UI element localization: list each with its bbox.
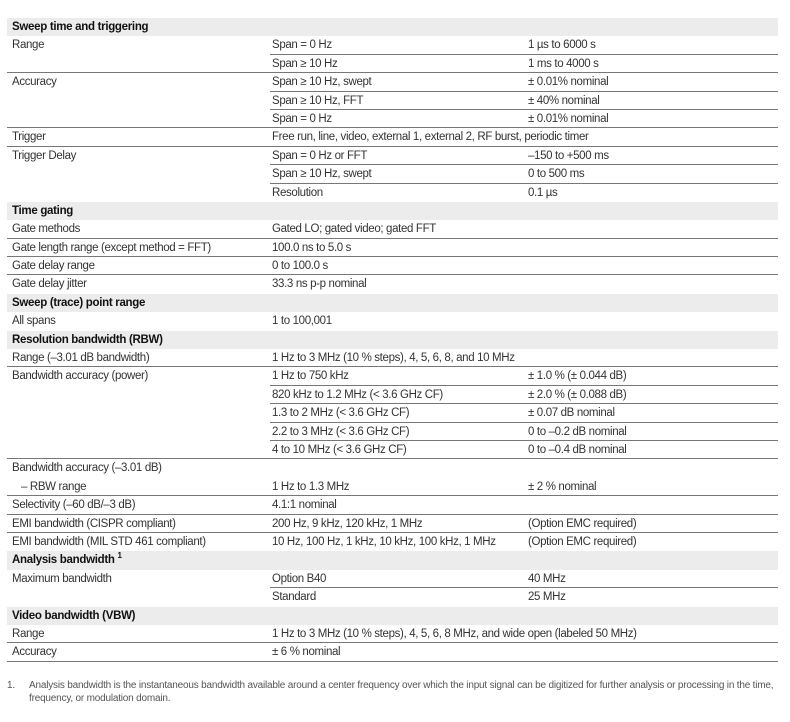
value-cell [528,478,596,496]
cell-text: 0 to –0.4 dB nominal [528,443,627,456]
parameter-cell [12,515,176,533]
condition-cell [272,625,637,643]
table-row [7,478,778,496]
table-row [7,404,778,422]
cell-text: 2.2 to 3 MHz (< 3.6 GHz CF) [272,425,410,438]
section-title [12,18,148,36]
table-row [7,147,778,165]
table-row [7,367,778,385]
cell-text: All spans [12,315,56,328]
condition-cell [272,423,409,441]
cell-text: 0.1 µs [528,186,558,199]
cell-text: Resolution bandwidth (RBW) [12,333,163,346]
value-cell [528,92,599,110]
value-cell [528,55,599,73]
table-row [7,643,778,661]
cell-text: Sweep (trace) point range [12,296,146,309]
table-row [7,349,778,367]
cell-text: (Option EMC required) [528,517,637,530]
cell-text: 0 to 500 ms [528,168,585,181]
cell-text: Trigger [12,131,46,144]
value-cell [528,588,566,606]
cell-text: Range [12,627,45,640]
condition-cell [272,275,366,293]
condition-cell [272,128,588,146]
cell-text: ± 40% nominal [528,94,600,107]
value-cell [528,165,584,183]
cell-text: Range [12,39,45,52]
table-row [7,110,778,128]
parameter-cell [12,570,112,588]
section-title [12,551,122,569]
cell-text: Time gating [12,204,74,217]
parameter-cell [12,36,44,54]
cell-text: ± 0.07 dB nominal [528,407,615,420]
parameter-cell [12,128,46,146]
cell-text: EMI bandwidth (MIL STD 461 compliant) [12,535,206,548]
condition-cell [272,367,349,385]
condition-cell [272,404,409,422]
cell-text: Accuracy [12,76,57,89]
value-cell [528,515,636,533]
parameter-cell [12,367,148,385]
condition-cell [272,147,367,165]
spec-table [7,18,778,662]
condition-cell [272,570,326,588]
cell-text: Accuracy [12,646,57,659]
footnote-number: 1. [7,680,15,691]
parameter-cell [12,239,211,257]
cell-text: 1.3 to 2 MHz (< 3.6 GHz CF) [272,407,410,420]
table-row [7,441,778,459]
condition-cell [272,386,443,404]
condition-cell [272,184,323,202]
value-cell [528,423,627,441]
cell-text: Maximum bandwidth [12,572,112,585]
cell-text: Free run, line, video, external 1, external 2, RF burst, periodic timer [272,131,589,144]
condition-cell [272,441,406,459]
condition-cell [272,478,349,496]
condition-cell [272,36,332,54]
condition-cell [272,257,328,275]
cell-text: Gate length range (except method = FFT) [12,241,211,254]
table-row [7,128,778,146]
cell-text: Span ≥ 10 Hz, swept [272,76,372,89]
table-row [7,459,778,477]
cell-text: 4.1:1 nominal [272,499,337,512]
condition-cell [272,165,371,183]
cell-text: 820 kHz to 1.2 MHz (< 3.6 GHz CF) [272,388,443,401]
section-title [12,331,163,349]
cell-text: Gate methods [12,223,81,236]
cell-text: ± 2 % nominal [528,480,597,493]
table-row [7,312,778,330]
cell-text: Span = 0 Hz [272,39,332,52]
cell-text: Gate delay jitter [12,278,87,291]
table-row [7,423,778,441]
condition-cell [272,73,371,91]
cell-text: – RBW range [21,480,87,493]
parameter-cell [12,257,95,275]
parameter-cell [21,478,86,496]
cell-text: Analysis bandwidth [12,554,115,567]
condition-cell [272,220,436,238]
cell-text: 1 ms to 4000 s [528,57,599,70]
parameter-cell [12,533,206,551]
parameter-cell [12,349,149,367]
cell-text: (Option EMC required) [528,535,637,548]
table-row [7,36,778,54]
cell-text: Span ≥ 10 Hz, FFT [272,94,364,107]
value-cell [528,386,626,404]
cell-text: Span ≥ 10 Hz, swept [272,168,372,181]
cell-text: –150 to +500 ms [528,149,609,162]
section-title [12,202,73,220]
table-row [7,55,778,73]
section-header [7,607,778,625]
condition-cell [272,92,363,110]
parameter-cell [12,147,76,165]
footnote-ref: 1 [117,551,122,561]
value-cell [528,404,615,422]
section-title [12,607,135,625]
cell-text: ± 1.0 % (± 0.044 dB) [528,370,627,383]
table-row [7,239,778,257]
table-row [7,386,778,404]
condition-cell [272,588,316,606]
cell-text: 40 MHz [528,572,566,585]
value-cell [528,367,626,385]
parameter-cell [12,496,135,514]
cell-text: Selectivity (–60 dB/–3 dB) [12,499,136,512]
condition-cell [272,312,332,330]
cell-text: 100.0 ns to 5.0 s [272,241,352,254]
cell-text: Span ≥ 10 Hz [272,57,338,70]
section-header [7,551,778,569]
cell-text: ± 6 % nominal [272,646,341,659]
cell-text: ± 0.01% nominal [528,76,609,89]
table-row [7,220,778,238]
condition-cell [272,349,515,367]
table-row [7,92,778,110]
cell-text: 200 Hz, 9 kHz, 120 kHz, 1 MHz [272,517,423,530]
cell-text: Sweep time and triggering [12,21,149,33]
cell-text: 4 to 10 MHz (< 3.6 GHz CF) [272,443,407,456]
cell-text: Video bandwidth (VBW) [12,609,136,622]
cell-text: 1 to 100,001 [272,315,332,328]
value-cell [528,73,608,91]
value-cell [528,184,557,202]
cell-text: 1 Hz to 750 kHz [272,370,349,383]
cell-text: Bandwidth accuracy (–3.01 dB) [12,462,162,475]
cell-text: Span = 0 Hz [272,112,332,125]
cell-text: 1 Hz to 3 MHz (10 % steps), 4, 5, 6, 8, and 10 MHz [272,352,515,365]
cell-text: Gate delay range [12,260,95,273]
parameter-cell [12,643,57,661]
section-header [7,294,778,312]
table-row [7,275,778,293]
table-row [7,496,778,514]
cell-text: Bandwidth accuracy (power) [12,370,148,383]
parameter-cell [12,220,80,238]
condition-cell [272,110,332,128]
cell-text: 0 to –0.2 dB nominal [528,425,627,438]
cell-text: Gated LO; gated video; gated FFT [272,223,436,236]
value-cell [528,147,609,165]
cell-text: 33.3 ns p-p nominal [272,278,367,291]
section-header [7,18,778,36]
cell-text: 0 to 100.0 s [272,260,328,273]
table-row [7,533,778,551]
cell-text: Resolution [272,186,323,199]
table-row [7,570,778,588]
cell-text: EMI bandwidth (CISPR compliant) [12,517,176,530]
table-row [7,165,778,183]
table-row [7,625,778,643]
value-cell [528,533,636,551]
cell-text: 10 Hz, 100 Hz, 1 kHz, 10 kHz, 100 kHz, 1 MHz [272,535,496,548]
condition-cell [272,496,337,514]
section-title [12,294,145,312]
value-cell [528,570,566,588]
table-row [7,588,778,606]
condition-cell [272,55,337,73]
table-row [7,184,778,202]
section-header [7,202,778,220]
footnote-text: Analysis bandwidth is the instantaneous bandwidth available around a center frequency over which the input signal can be digitized for further analysis or processing in the time, frequency, or modulation domain. [29,680,774,704]
value-cell [528,36,596,54]
condition-cell [272,515,422,533]
cell-text: 1 µs to 6000 s [528,39,596,52]
cell-text: 1 Hz to 3 MHz (10 % steps), 4, 5, 6, 8 MHz, and wide open (labeled 50 MHz) [272,627,637,640]
cell-text: ± 0.01% nominal [528,112,609,125]
footnote [7,679,782,705]
condition-cell [272,643,340,661]
cell-text: 25 MHz [528,591,566,604]
table-row [7,515,778,533]
condition-cell [272,533,496,551]
cell-text: Standard [272,591,316,604]
condition-cell [272,239,351,257]
cell-text: Range (–3.01 dB bandwidth) [12,352,150,365]
table-row [7,73,778,91]
section-header [7,331,778,349]
parameter-cell [12,459,162,477]
cell-text: Trigger Delay [12,149,77,162]
cell-text: ± 2.0 % (± 0.088 dB) [528,388,627,401]
parameter-cell [12,275,87,293]
table-row [7,257,778,275]
cell-text: Option B40 [272,572,327,585]
parameter-cell [12,73,57,91]
cell-text: Span = 0 Hz or FFT [272,149,367,162]
parameter-cell [12,625,44,643]
value-cell [528,441,627,459]
cell-text: 1 Hz to 1.3 MHz [272,480,350,493]
parameter-cell [12,312,56,330]
value-cell [528,110,608,128]
